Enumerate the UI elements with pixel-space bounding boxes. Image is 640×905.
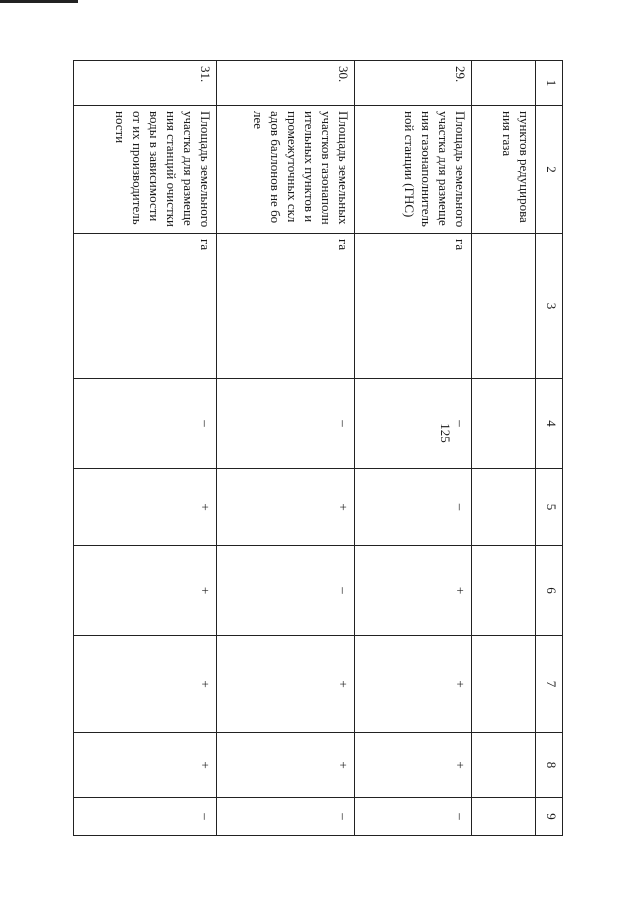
unit-cell: га (74, 234, 217, 379)
mark-cell: + (217, 733, 355, 798)
description-cell: пунктов редуцирования газа (472, 106, 536, 234)
column-header: 9 (536, 798, 563, 836)
page-number: 125 (438, 423, 453, 443)
mark-cell: + (217, 636, 355, 733)
header-row (536, 61, 563, 836)
table-row (355, 61, 472, 836)
mark-cell: + (217, 469, 355, 546)
mark-cell: – (217, 379, 355, 469)
table-row (74, 61, 217, 836)
mark-cell: – (217, 546, 355, 636)
column-header: 2 (536, 106, 563, 234)
column-header: 3 (536, 234, 563, 379)
mark-cell: – (217, 798, 355, 836)
mark-cell (472, 798, 536, 836)
mark-cell: – (355, 798, 472, 836)
mark-cell (472, 636, 536, 733)
mark-cell (472, 469, 536, 546)
row-number-cell: 31. (74, 61, 217, 106)
table-row (217, 61, 355, 836)
row-number-cell: 30. (217, 61, 355, 106)
data-table (73, 60, 563, 836)
mark-cell: – (355, 469, 472, 546)
unit-cell: га (355, 234, 472, 379)
mark-cell: + (74, 733, 217, 798)
description-cell: Площадь земельных участков газонаполнительных пунктов и промежуточных складов баллонов не более (217, 106, 355, 234)
corner-mark (0, 0, 78, 3)
mark-cell: + (355, 546, 472, 636)
mark-cell: + (74, 469, 217, 546)
mark-cell: + (74, 636, 217, 733)
mark-cell (472, 733, 536, 798)
mark-cell (472, 546, 536, 636)
unit-cell: га (217, 234, 355, 379)
mark-cell: – (74, 798, 217, 836)
mark-cell: + (355, 733, 472, 798)
table-row (472, 61, 536, 836)
row-number-cell: 29. (355, 61, 472, 106)
mark-cell: – (355, 379, 472, 469)
unit-cell (472, 234, 536, 379)
mark-cell: – (74, 379, 217, 469)
column-header: 5 (536, 469, 563, 546)
column-header: 4 (536, 379, 563, 469)
column-header: 1 (536, 61, 563, 106)
column-header: 6 (536, 546, 563, 636)
description-cell: Площадь земельного участка для размещения газонаполнительной станции (ГНС) (355, 106, 472, 234)
description-cell: Площадь земельного участка для размещения станций очистки воды в зависимости от их производительности (74, 106, 217, 234)
column-header: 7 (536, 636, 563, 733)
mark-cell (472, 379, 536, 469)
rotated-table-container (73, 60, 563, 835)
mark-cell: + (74, 546, 217, 636)
row-number-cell (472, 61, 536, 106)
column-header: 8 (536, 733, 563, 798)
mark-cell: + (355, 636, 472, 733)
